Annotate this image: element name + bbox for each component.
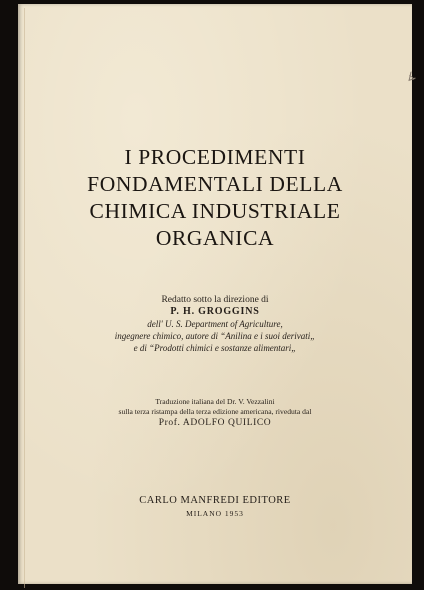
pencil-mark: ∡ [404,69,418,85]
title-line-3: CHIMICA INDUSTRIALE [89,199,341,223]
editor-affiliation-3: e di “Prodotti chimici e sostanze alimentari„ [133,343,297,353]
editorship-intro: Redatto sotto la direzione di [161,295,269,305]
title-page [18,4,418,584]
translation-line-1: Traduzione italiana del Dr. V. Vezzalini [155,397,275,406]
translation-line-2: sulla terza ristampa della terza edizione americana, riveduta dal [118,407,312,416]
title-line-4: ORGANICA [155,226,275,250]
title-line-2: FONDAMENTALI DELLA [87,172,343,196]
title-line-1: I PROCEDIMENTI [124,145,306,169]
translation-credit [18,397,412,430]
publisher-name: CARLO MANFREDI EDITORE [139,495,291,506]
editor-name: P. H. GROGGINS [170,306,260,317]
book-title [18,144,412,252]
editorship-block [18,294,412,354]
publisher-place-year: MILANO 1953 [186,509,244,518]
translation-reviser: Prof. ADOLFO QUILICO [158,418,272,428]
editor-affiliation-2: ingegnere chimico, autore di “Anilina e i suoi derivati„ [114,331,316,341]
editor-affiliation-1: dell' U. S. Department of Agriculture, [147,319,283,329]
publisher-block [18,494,412,520]
